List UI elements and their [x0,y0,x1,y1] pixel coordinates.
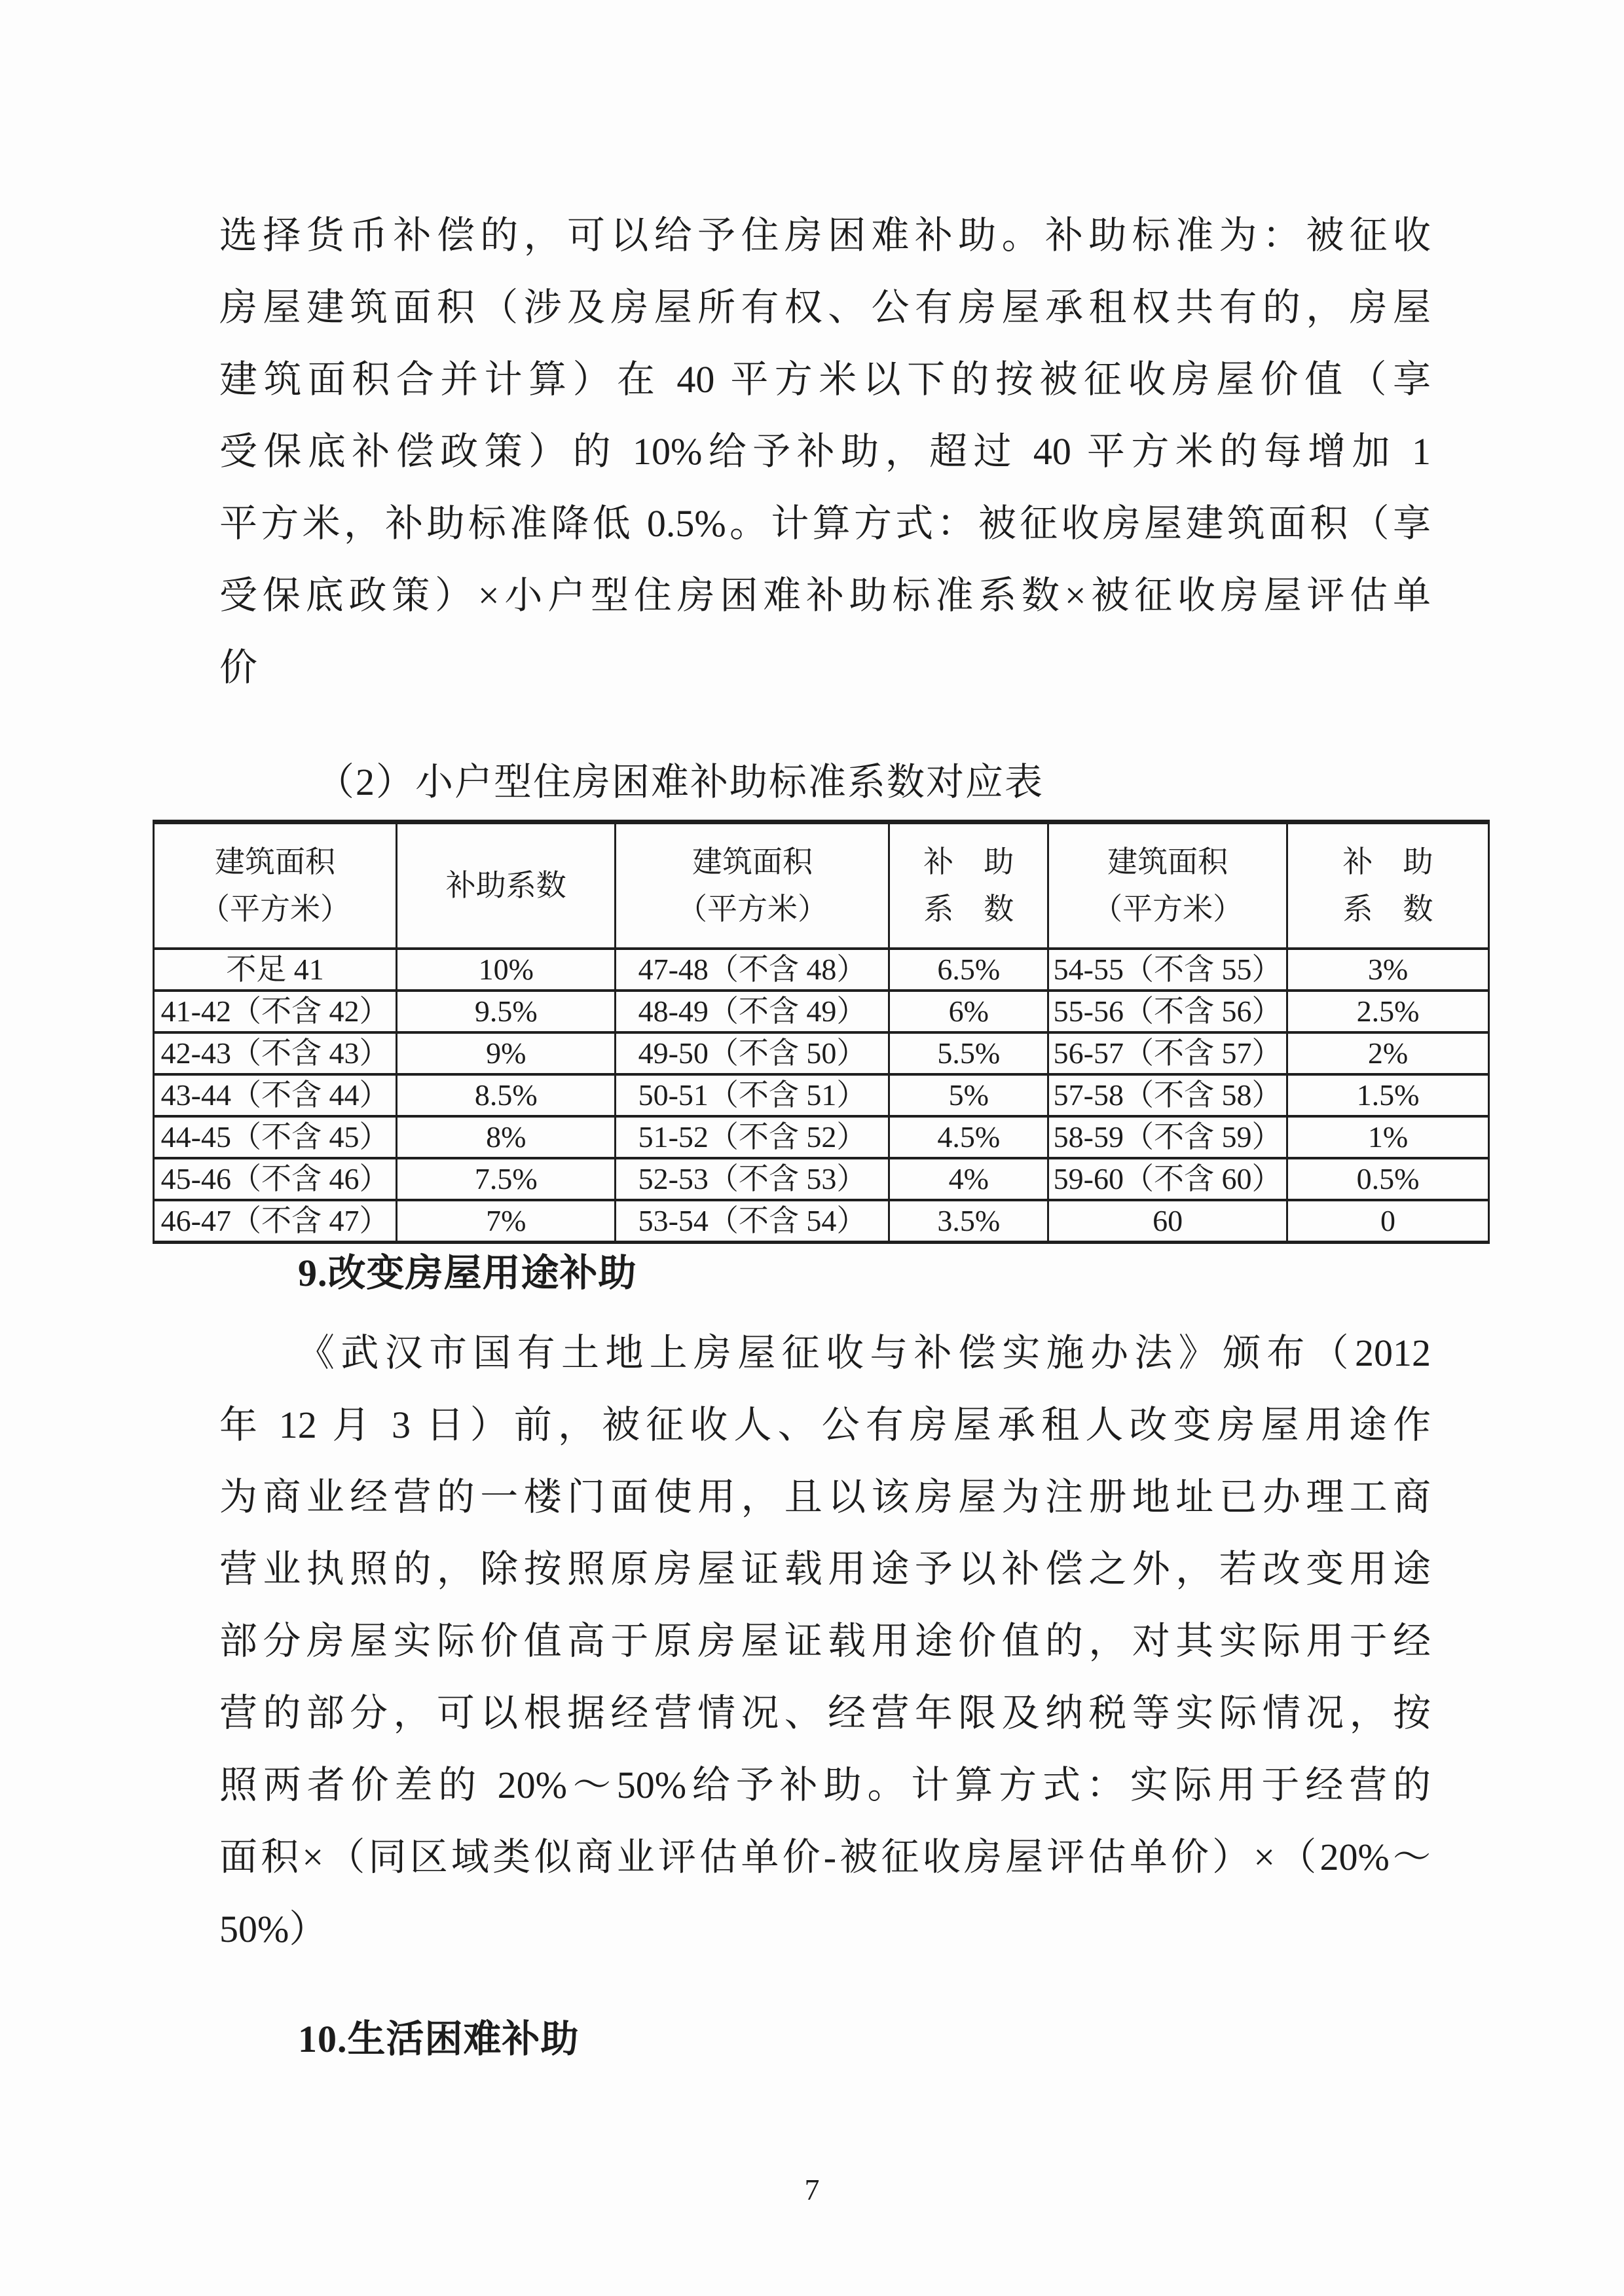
page-number: 7 [804,2173,820,2206]
paragraph-line: 50%） [219,1908,327,1950]
paragraph-line: 营业执照的，除按照原房屋证载用途予以补偿之外，若改变用途 [219,1548,1431,1590]
paragraph-line: 房屋建筑面积（涉及房屋所有权、公有房屋承租权共有的，房屋 [219,286,1431,329]
table-cell: 59-60（不含 60） [1048,1158,1287,1200]
table-cell: 54-55（不含 55） [1048,949,1287,991]
table-cell: 50-51（不含 51） [616,1074,889,1116]
paragraph-line: 受保底补偿政策）的 10%给予补助，超过 40 平方米的每增加 1 [219,430,1431,473]
subsidy-coefficient-table [153,820,1490,1244]
table-row [154,1158,1489,1200]
table-cell: 56-57（不含 57） [1048,1032,1287,1074]
table-cell: 48-49（不含 49） [616,991,889,1032]
table-cell: 0 [1287,1200,1489,1243]
table-cell: 44-45（不含 45） [154,1116,397,1158]
table-cell: 43-44（不含 44） [154,1074,397,1116]
table-row [154,991,1489,1032]
table-header-row [154,822,1489,949]
table-cell: 5% [889,1074,1048,1116]
table-cell: 60 [1048,1200,1287,1243]
paragraph-line: 价 [219,646,258,689]
table-cell: 0.5% [1287,1158,1489,1200]
table-cell: 1.5% [1287,1074,1489,1116]
table-cell: 7.5% [397,1158,616,1200]
table-cell: 52-53（不含 53） [616,1158,889,1200]
table-title: （2）小户型住房困难补助标准系数对应表 [316,761,1044,803]
header-line: 建筑面积 [1107,845,1228,879]
table-cell: 41-42（不含 42） [154,991,397,1032]
header-line: 补 助 [1342,845,1433,879]
table-cell: 4.5% [889,1116,1048,1158]
table-cell: 3.5% [889,1200,1048,1243]
table-cell: 9.5% [397,991,616,1032]
table-cell: 8% [397,1116,616,1158]
table-row [154,1200,1489,1243]
header-line: 建筑面积 [692,845,813,879]
table-cell: 不足 41 [154,949,397,991]
header-line: 系 数 [1342,892,1433,926]
table-row [154,1116,1489,1158]
table-cell: 53-54（不含 54） [616,1200,889,1243]
table-cell: 2% [1287,1032,1489,1074]
table-cell: 6% [889,991,1048,1032]
paragraph-line: 建筑面积合并计算）在 40 平方米以下的按被征收房屋价值（享 [219,358,1431,401]
header-line: （平方米） [676,892,828,926]
paragraph-line: 为商业经营的一楼门面使用，且以该房屋为注册地址已办理工商 [219,1476,1431,1518]
table-cell: 2.5% [1287,991,1489,1032]
paragraph-change-of-use-subsidy [219,1317,1431,1965]
table-cell: 49-50（不含 50） [616,1032,889,1074]
table-row [154,1074,1489,1116]
header-floor-area-1 [154,822,397,949]
header-line: （平方米） [1092,892,1244,926]
table-cell: 5.5% [889,1032,1048,1074]
header-line: 补 助 [923,845,1014,879]
header-floor-area-2 [616,822,889,949]
table-cell: 58-59（不含 59） [1048,1116,1287,1158]
header-line: 系 数 [923,892,1014,926]
paragraph-line: 选择货币补偿的，可以给予住房困难补助。补助标准为：被征收 [219,214,1431,257]
paragraph-line: 部分房屋实际价值高于原房屋证载用途价值的，对其实际用于经 [219,1620,1431,1662]
table-cell: 10% [397,949,616,991]
paragraph-line: 营的部分，可以根据经营情况、经营年限及纳税等实际情况，按 [219,1692,1431,1734]
header-coefficient-3 [1287,822,1489,949]
paragraph-line: 平方米，补助标准降低 0.5%。计算方式：被征收房屋建筑面积（享 [219,502,1431,545]
paragraph-line: 面积×（同区域类似商业评估单价-被征收房屋评估单价）×（20%～ [219,1836,1431,1878]
table-cell: 46-47（不含 47） [154,1200,397,1243]
table-cell: 45-46（不含 46） [154,1158,397,1200]
table-cell: 1% [1287,1116,1489,1158]
table-cell: 7% [397,1200,616,1243]
paragraph-line: 年 12 月 3 日）前，被征收人、公有房屋承租人改变房屋用途作 [219,1404,1431,1446]
table-row [154,949,1489,991]
paragraph-line: 《武汉市国有土地上房屋征收与补偿实施办法》颁布（2012 [297,1332,1431,1374]
table-cell: 51-52（不含 52） [616,1116,889,1158]
table-cell: 42-43（不含 43） [154,1032,397,1074]
header-line: 补助系数 [445,869,566,902]
paragraph-line: 照两者价差的 20%～50%给予补助。计算方式：实际用于经营的 [219,1764,1431,1806]
table-cell: 9% [397,1032,616,1074]
section-9-heading: 9.改变房屋用途补助 [298,1252,637,1294]
table-cell: 4% [889,1158,1048,1200]
table-cell: 6.5% [889,949,1048,991]
table-cell: 3% [1287,949,1489,991]
table-cell: 57-58（不含 58） [1048,1074,1287,1116]
table-cell: 47-48（不含 48） [616,949,889,991]
table-cell: 55-56（不含 56） [1048,991,1287,1032]
table-row [154,1032,1489,1074]
paragraph-line: 受保底政策）×小户型住房困难补助标准系数×被征收房屋评估单 [219,574,1431,617]
header-coefficient-2 [889,822,1048,949]
header-floor-area-3 [1048,822,1287,949]
table-cell: 8.5% [397,1074,616,1116]
header-line: （平方米） [200,892,351,926]
header-coefficient-1 [397,822,616,949]
paragraph-housing-difficulty-subsidy [219,200,1431,704]
section-10-heading: 10.生活困难补助 [298,2018,580,2060]
header-line: 建筑面积 [215,845,336,879]
